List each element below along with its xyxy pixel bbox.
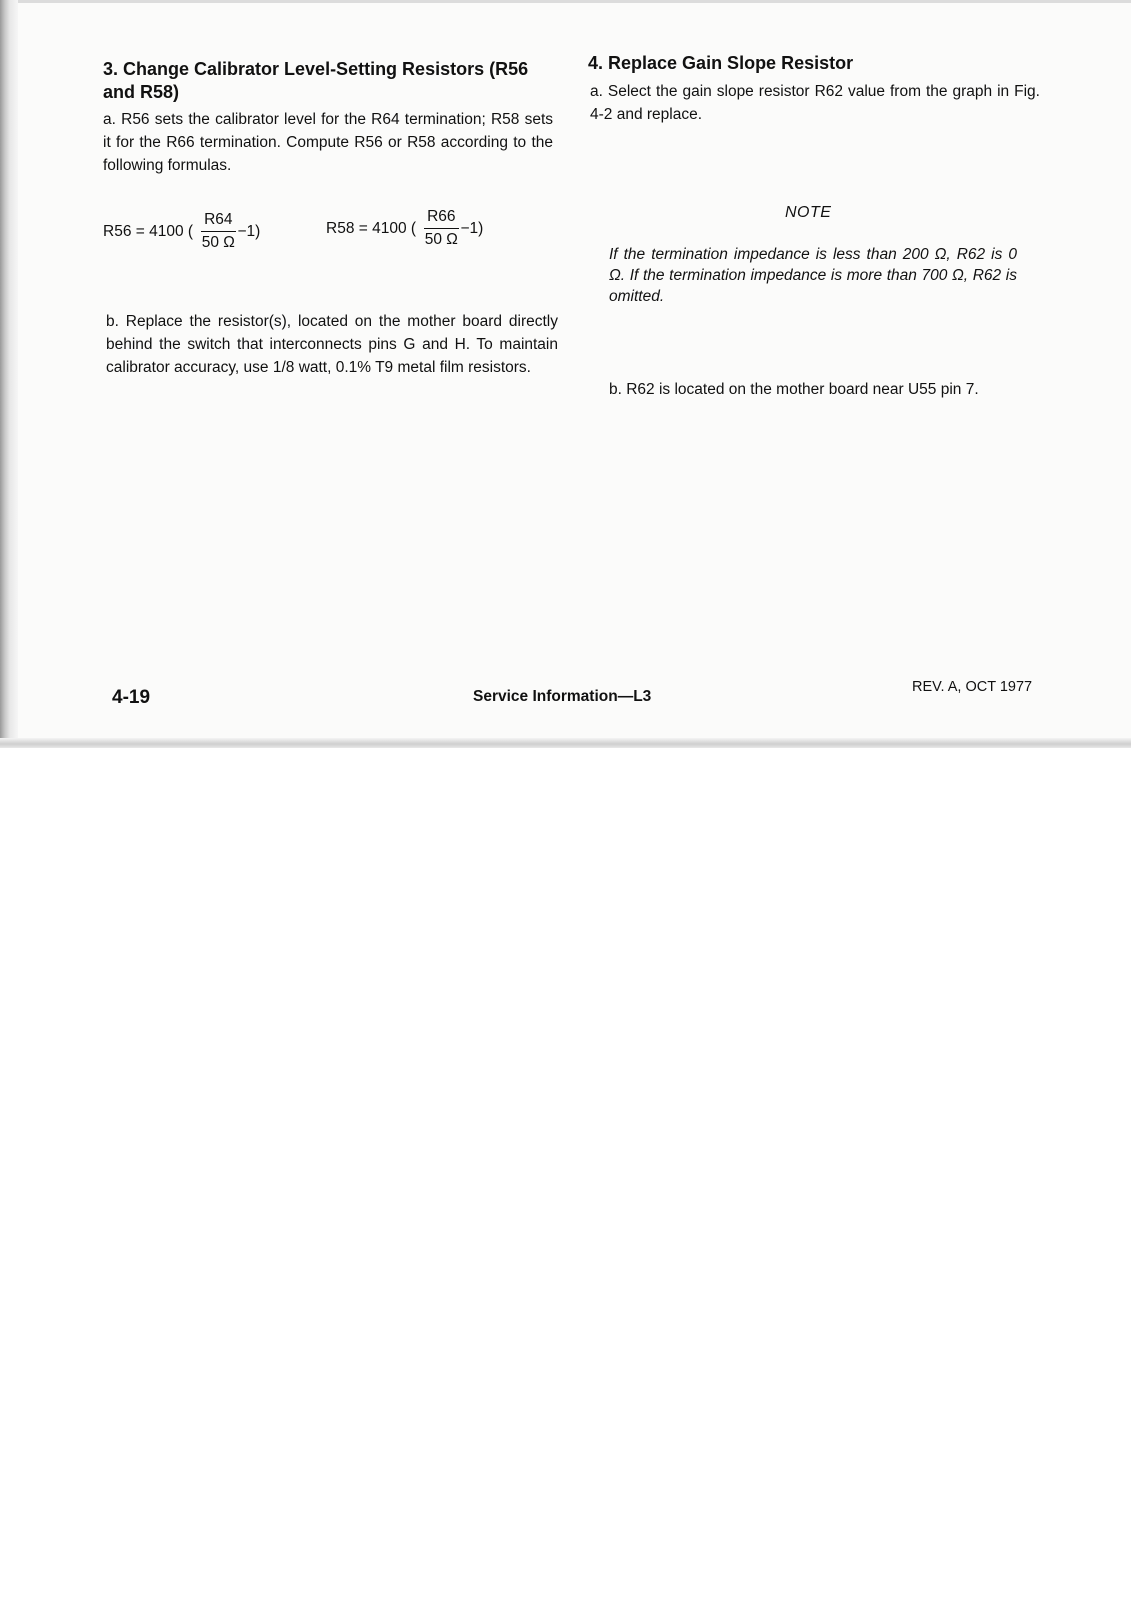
formula-r56 <box>103 211 260 252</box>
note-title: NOTE <box>785 204 832 221</box>
footer-title: Service Information—L3 <box>473 688 652 705</box>
formula-r56-fraction <box>201 211 235 252</box>
section-3-paragraph-a: a. R56 sets the calibrator level for the R64 termination; R58 sets it for the R66 termination. Compute R56 or R58 according to the following formulas. <box>103 111 553 174</box>
formula-r58-denominator: 50 Ω <box>424 231 458 248</box>
page-bottom-edge <box>0 738 1131 748</box>
section-3-paragraph-b: b. Replace the resistor(s), located on the mother board directly behind the switch that interconnects pins G and H. To maintain calibrator accuracy, use 1/8 watt, 0.1% T9 metal film resistors. <box>106 313 558 376</box>
formula-r56-denominator: 50 Ω <box>201 234 235 251</box>
formula-r56-lhs: R56 = 4100 ( <box>103 222 194 240</box>
section-3-heading: 3. Change Calibrator Level-Setting Resistors (R56 and R58) <box>103 59 529 102</box>
formula-r58-lhs: R58 = 4100 ( <box>326 219 417 237</box>
formula-r58-numerator: R66 <box>424 208 458 229</box>
section-4-paragraph-b: b. R62 is located on the mother board near U55 pin 7. <box>609 381 979 398</box>
section-4-paragraph-a: a. Select the gain slope resistor R62 value from the graph in Fig. 4-2 and replace. <box>590 83 1040 123</box>
section-4-heading: 4. Replace Gain Slope Resistor <box>588 53 854 73</box>
formula-r58-tail: −1) <box>460 219 484 237</box>
scanned-page <box>0 0 1131 748</box>
formula-r58 <box>326 208 483 249</box>
formula-r56-tail: −1) <box>237 222 261 240</box>
formula-r58-fraction <box>424 208 458 249</box>
revision-label: REV. A, OCT 1977 <box>912 679 1033 695</box>
page-binding-shadow <box>0 0 18 748</box>
formula-r56-numerator: R64 <box>201 211 235 232</box>
note-body: If the termination impedance is less than 200 Ω, R62 is 0 Ω. If the termination impedance is more than 700 Ω, R62 is omitted. <box>609 246 1017 305</box>
page-number: 4-19 <box>112 687 151 708</box>
page-top-edge <box>0 0 1131 3</box>
